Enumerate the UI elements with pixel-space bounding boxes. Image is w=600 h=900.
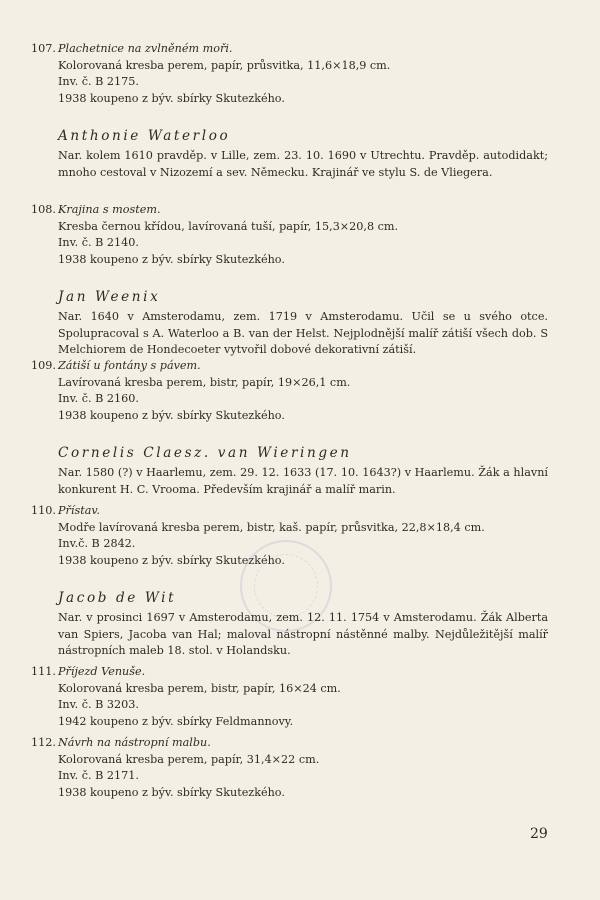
entry-title: Zátiší u fontány s pávem. bbox=[58, 359, 201, 372]
entry-provenance: 1938 koupeno z býv. sbírky Skutezkého. bbox=[58, 408, 285, 422]
entry-medium: Kolorovaná kresba perem, papír, průsvitka, 11,6×18,9 cm. bbox=[58, 58, 391, 72]
entry-inventory: Inv. č. B 2175. bbox=[58, 75, 139, 89]
entry-inventory: Inv. č. B 2160. bbox=[58, 392, 139, 406]
entry-number: 107. bbox=[31, 42, 56, 55]
entry-provenance: 1942 koupeno z býv. sbírky Feldmannovy. bbox=[58, 714, 294, 728]
artist-bio: Nar. 1580 (?) v Haarlemu, zem. 29. 12. 1633 (17. 10. 1643?) v Haarlemu. Žák a hlavní konkurent H. C. Vrooma. Především krajinář a malíř marin. bbox=[58, 466, 548, 496]
entry-number: 109. bbox=[31, 359, 56, 372]
entry-provenance: 1938 koupeno z býv. sbírky Skutezkého. bbox=[58, 785, 285, 799]
entry-inventory: Inv. č. B 2140. bbox=[58, 236, 139, 250]
entry-inventory: Inv. č. B 3203. bbox=[58, 698, 139, 712]
artist-bio: Nar. 1640 v Amsterodamu, zem. 1719 v Amsterodamu. Učil se u svého otce. Spolupracoval s A. Waterloo a B. van der Helst. Nejplodnější malíř zátiší všech dob. S Melchiorem de Hondecoeter vytvořil dobové dekorativní zátiší. bbox=[58, 310, 548, 357]
artist-bio: Nar. v prosinci 1697 v Amsterodamu, zem. 12. 11. 1754 v Amsterodamu. Žák Alberta van Spiers, Jacoba van Hal; maloval nástropní nástěnné malby. Nejdůležitější malíř nástropních maleb 18. stol. v Holandsku. bbox=[58, 611, 548, 658]
catalog-entry bbox=[31, 41, 551, 107]
entry-medium: Kolorovaná kresba perem, papír, 31,4×22 cm. bbox=[58, 752, 320, 766]
entry-number: 112. bbox=[31, 736, 56, 749]
artist-section bbox=[58, 288, 548, 359]
entry-number: 108. bbox=[31, 203, 56, 216]
entry-provenance: 1938 koupeno z býv. sbírky Skutezkého. bbox=[58, 91, 285, 105]
entry-medium: Kresba černou křídou, lavírovaná tuší, papír, 15,3×20,8 cm. bbox=[58, 219, 399, 233]
artist-section bbox=[58, 589, 548, 660]
catalog-entry bbox=[31, 358, 551, 424]
entry-number: 110. bbox=[31, 504, 56, 517]
artist-section bbox=[58, 127, 548, 181]
entry-medium: Kolorovaná kresba perem, bistr, papír, 16×24 cm. bbox=[58, 681, 341, 695]
artist-name: Jacob de Wit bbox=[58, 590, 177, 606]
artist-name: Cornelis Claesz. van Wieringen bbox=[58, 445, 352, 461]
entry-title: Příjezd Venuše. bbox=[58, 665, 146, 678]
entry-title: Plachetnice na zvlněném moři. bbox=[58, 42, 233, 55]
entry-title: Krajina s mostem. bbox=[58, 203, 161, 216]
catalog-entry bbox=[31, 664, 551, 730]
entry-title: Přístav. bbox=[58, 504, 100, 517]
artist-name: Jan Weenix bbox=[58, 289, 161, 305]
catalog-entry bbox=[31, 735, 551, 801]
entry-provenance: 1938 koupeno z býv. sbírky Skutezkého. bbox=[58, 553, 285, 567]
entry-provenance: 1938 koupeno z býv. sbírky Skutezkého. bbox=[58, 252, 285, 266]
entry-medium: Lavírovaná kresba perem, bistr, papír, 19×26,1 cm. bbox=[58, 375, 351, 389]
catalog-entry bbox=[31, 202, 551, 268]
artist-bio: Nar. kolem 1610 pravděp. v Lille, zem. 23. 10. 1690 v Utrechtu. Pravděp. autodidakt; mnoho cestoval v Nizozemí a sev. Německu. Krajinář ve stylu S. de Vliegera. bbox=[58, 149, 548, 179]
entry-inventory: Inv. č. B 2171. bbox=[58, 769, 139, 783]
entry-inventory: Inv.č. B 2842. bbox=[58, 537, 136, 551]
artist-name: Anthonie Waterloo bbox=[58, 128, 231, 144]
page-number: 29 bbox=[530, 826, 548, 842]
entry-number: 111. bbox=[31, 665, 56, 678]
entry-title: Návrh na nástropní malbu. bbox=[58, 736, 211, 749]
entry-medium: Modře lavírovaná kresba perem, bistr, kaš. papír, průsvitka, 22,8×18,4 cm. bbox=[58, 520, 485, 534]
artist-section bbox=[58, 444, 548, 498]
